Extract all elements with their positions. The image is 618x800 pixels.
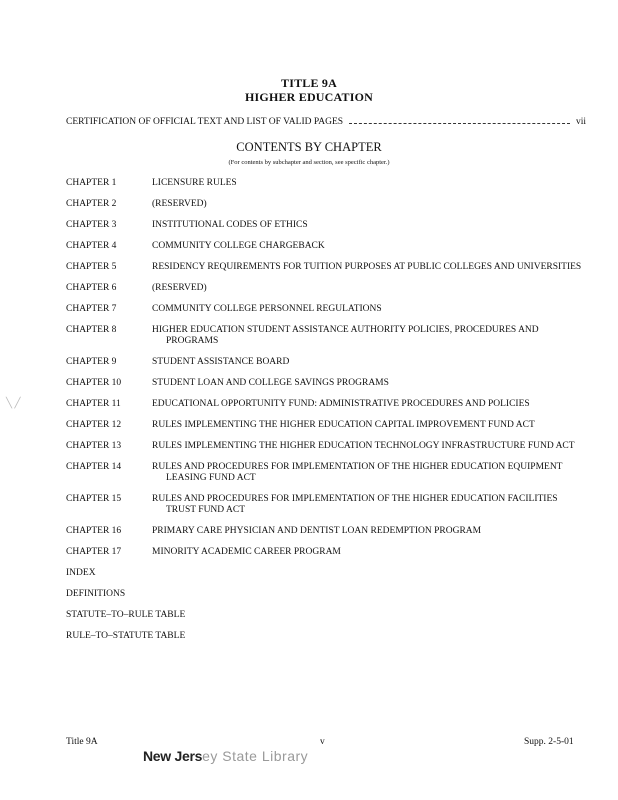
chapter-number: CHAPTER 9 — [66, 357, 117, 367]
appendix-row — [66, 568, 586, 579]
chapter-row — [66, 526, 586, 537]
chapter-title: STUDENT ASSISTANCE BOARD — [152, 357, 290, 367]
chapter-row — [66, 547, 586, 558]
chapter-number: CHAPTER 10 — [66, 378, 122, 388]
chapter-title: HIGHER EDUCATION STUDENT ASSISTANCE AUTHORITY POLICIES, PROCEDURES AND PROGRAMS — [152, 325, 539, 346]
footer-title: Title 9A — [66, 737, 98, 747]
chapter-list — [66, 178, 586, 652]
appendix-row — [66, 589, 586, 600]
chapter-title: (RESERVED) — [152, 199, 207, 209]
chapter-number: CHAPTER 15 — [66, 494, 122, 504]
chapter-number: CHAPTER 13 — [66, 441, 122, 451]
dot-leader — [349, 122, 570, 124]
chapter-number: CHAPTER 12 — [66, 420, 122, 430]
chapter-number: CHAPTER 6 — [66, 283, 117, 293]
chapter-row — [66, 378, 586, 389]
chapter-row — [66, 462, 586, 484]
stamp-bold-text: New Jers — [143, 748, 203, 764]
chapter-title: EDUCATIONAL OPPORTUNITY FUND: ADMINISTRATIVE PROCEDURES AND POLICIES — [152, 399, 530, 409]
appendix-row — [66, 610, 586, 621]
appendix-rule-to-statute: RULE–TO–STATUTE TABLE — [66, 631, 186, 641]
contents-note: (For contents by subchapter and section, see specific chapter.) — [228, 159, 390, 166]
chapter-number: CHAPTER 1 — [66, 178, 117, 188]
chapter-row — [66, 420, 586, 431]
chapter-number: CHAPTER 11 — [66, 399, 121, 409]
chapter-number: CHAPTER 2 — [66, 199, 117, 209]
chapter-title: RULES IMPLEMENTING THE HIGHER EDUCATION CAPITAL IMPROVEMENT FUND ACT — [152, 420, 535, 430]
chapter-number: CHAPTER 7 — [66, 304, 117, 314]
appendix-row — [66, 631, 586, 642]
chapter-row — [66, 325, 586, 347]
chapter-row — [66, 441, 586, 452]
chapter-title: RULES AND PROCEDURES FOR IMPLEMENTATION OF THE HIGHER EDUCATION EQUIPMENT LEASING FUND ACT — [152, 462, 563, 483]
chapter-title: INSTITUTIONAL CODES OF ETHICS — [152, 220, 308, 230]
chapter-title: MINORITY ACADEMIC CAREER PROGRAM — [152, 547, 341, 557]
footer-supplement: Supp. 2-5-01 — [524, 737, 574, 747]
chapter-number: CHAPTER 8 — [66, 325, 117, 335]
appendix-statute-to-rule: STATUTE–TO–RULE TABLE — [66, 610, 186, 620]
chapter-row — [66, 241, 586, 252]
chapter-title: PRIMARY CARE PHYSICIAN AND DENTIST LOAN REDEMPTION PROGRAM — [152, 526, 482, 536]
chapter-number: CHAPTER 17 — [66, 547, 122, 557]
chapter-title: RULES AND PROCEDURES FOR IMPLEMENTATION OF THE HIGHER EDUCATION FACILITIES TRUST FUND ACT — [152, 494, 558, 515]
scan-mark: ╲ ╱ — [6, 398, 21, 409]
chapter-number: CHAPTER 3 — [66, 220, 117, 230]
chapter-number: CHAPTER 16 — [66, 526, 122, 536]
chapter-title: RESIDENCY REQUIREMENTS FOR TUITION PURPOSES AT PUBLIC COLLEGES AND UNIVERSITIES — [152, 262, 582, 272]
chapter-row — [66, 220, 586, 231]
page-subtitle: HIGHER EDUCATION — [245, 90, 373, 104]
chapter-row — [66, 199, 586, 210]
chapter-row — [66, 399, 586, 410]
chapter-number: CHAPTER 5 — [66, 262, 117, 272]
chapter-row — [66, 283, 586, 294]
certification-line — [66, 117, 586, 131]
chapter-row — [66, 178, 586, 189]
chapter-row — [66, 357, 586, 368]
appendix-definitions: DEFINITIONS — [66, 589, 126, 599]
chapter-title: (RESERVED) — [152, 283, 207, 293]
certification-page: vii — [575, 117, 586, 127]
appendix-index: INDEX — [66, 568, 96, 578]
chapter-title: RULES IMPLEMENTING THE HIGHER EDUCATION TECHNOLOGY INFRASTRUCTURE FUND ACT — [152, 441, 575, 451]
stamp-faded-text: ey State Library — [202, 748, 309, 764]
footer-page-number: v — [320, 737, 325, 747]
chapter-number: CHAPTER 4 — [66, 241, 117, 251]
chapter-title: COMMUNITY COLLEGE CHARGEBACK — [152, 241, 325, 251]
chapter-row — [66, 494, 586, 516]
page-title: TITLE 9A — [281, 76, 337, 90]
certification-label: CERTIFICATION OF OFFICIAL TEXT AND LIST OF VALID PAGES — [66, 117, 344, 127]
chapter-title: LICENSURE RULES — [152, 178, 237, 188]
chapter-title: STUDENT LOAN AND COLLEGE SAVINGS PROGRAMS — [152, 378, 389, 388]
chapter-row — [66, 262, 586, 273]
chapter-title: COMMUNITY COLLEGE PERSONNEL REGULATIONS — [152, 304, 382, 314]
chapter-number: CHAPTER 14 — [66, 462, 122, 472]
contents-heading: CONTENTS BY CHAPTER — [236, 140, 382, 154]
chapter-row — [66, 304, 586, 315]
library-stamp — [143, 748, 308, 764]
